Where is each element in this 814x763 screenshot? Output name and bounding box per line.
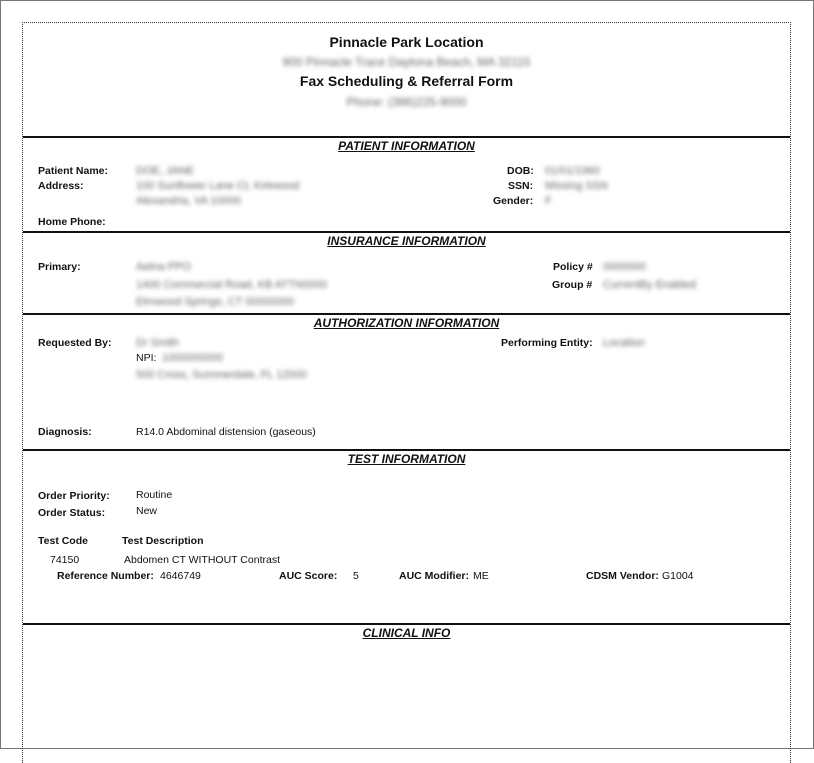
primary-insurance-label: Primary: [38, 261, 81, 273]
order-priority-label: Order Priority: [38, 490, 110, 502]
order-status-value: New [136, 505, 158, 517]
test-code-value: 74150 [50, 554, 80, 566]
test-description-value: Abdomen CT WITHOUT Contrast [124, 554, 280, 566]
clinical-section-title: CLINICAL INFO [362, 626, 451, 640]
test-description-header: Test Description [122, 535, 204, 547]
diagnosis-value: R14.0 Abdominal distension (gaseous) [136, 426, 316, 438]
order-status-label: Order Status: [38, 507, 106, 519]
dob-value: 01/01/1960 [545, 165, 601, 177]
auc-modifier-label: AUC Modifier: [399, 570, 469, 582]
location-phone: Phone: (386)225-9000 [346, 95, 467, 109]
gender-label: Gender: [493, 195, 534, 207]
diagnosis-label: Diagnosis: [38, 426, 92, 438]
location-title: Pinnacle Park Location [329, 34, 484, 50]
ssn-value: Missing SSN [545, 180, 608, 192]
policy-value: 0000000 [603, 261, 646, 273]
auc-modifier-value: ME [473, 570, 489, 582]
requester-address: 500 Cross, Summerdale, FL 12000 [136, 369, 307, 381]
cdsm-vendor-value: G1004 [662, 570, 694, 582]
form-title: Fax Scheduling & Referral Form [299, 73, 514, 89]
group-label: Group # [552, 279, 593, 291]
gender-value: F [545, 195, 552, 207]
policy-label: Policy # [553, 261, 593, 273]
requested-by-label: Requested By: [38, 337, 112, 349]
group-value: CurrentBy Enabled [603, 279, 696, 291]
dob-label: DOB: [507, 165, 534, 177]
primary-insurance-name: Aetna PPO [136, 261, 192, 273]
location-address: 900 Pinnacle Trace Daytona Beach, MA 32115 [282, 55, 531, 69]
patient-address-line1: 100 Sunflower Lane Ct, Kirkwood [136, 180, 300, 192]
test-code-header: Test Code [38, 535, 88, 547]
performing-entity-value: Location [603, 337, 645, 349]
authorization-section-title: AUTHORIZATION INFORMATION [313, 316, 500, 330]
auc-score-label: AUC Score: [279, 570, 338, 582]
section-divider [23, 231, 790, 233]
order-priority-value: Routine [136, 489, 173, 501]
cdsm-vendor-label: CDSM Vendor: [586, 570, 659, 582]
section-divider [23, 623, 790, 625]
patient-address-label: Address: [38, 180, 84, 192]
reference-number-label: Reference Number: [57, 570, 154, 582]
performing-entity-label: Performing Entity: [501, 337, 593, 349]
section-divider [23, 136, 790, 138]
npi-value: 1000000000 [162, 352, 224, 364]
requested-by-value: Dr Smith [136, 337, 179, 349]
form-page [22, 22, 791, 763]
primary-insurance-address2: Elmwood Springs, CT 00000000 [136, 296, 295, 308]
section-divider [23, 313, 790, 315]
patient-section-title: PATIENT INFORMATION [338, 139, 475, 153]
home-phone-label: Home Phone: [38, 216, 106, 228]
test-section-title: TEST INFORMATION [347, 452, 466, 466]
reference-number-value: 4646749 [160, 570, 201, 582]
ssn-label: SSN: [508, 180, 534, 192]
patient-name-label: Patient Name: [38, 165, 109, 177]
npi-label: NPI: [136, 352, 157, 364]
section-divider [23, 449, 790, 451]
patient-address-line2: Alexandria, VA 10000 [136, 195, 241, 207]
auc-score-value: 5 [353, 570, 359, 582]
patient-name-value: DOE, JANE [136, 165, 195, 177]
insurance-section-title: INSURANCE INFORMATION [327, 234, 486, 248]
primary-insurance-address1: 1400 Commercial Road, KB ATTN0000 [136, 279, 328, 291]
